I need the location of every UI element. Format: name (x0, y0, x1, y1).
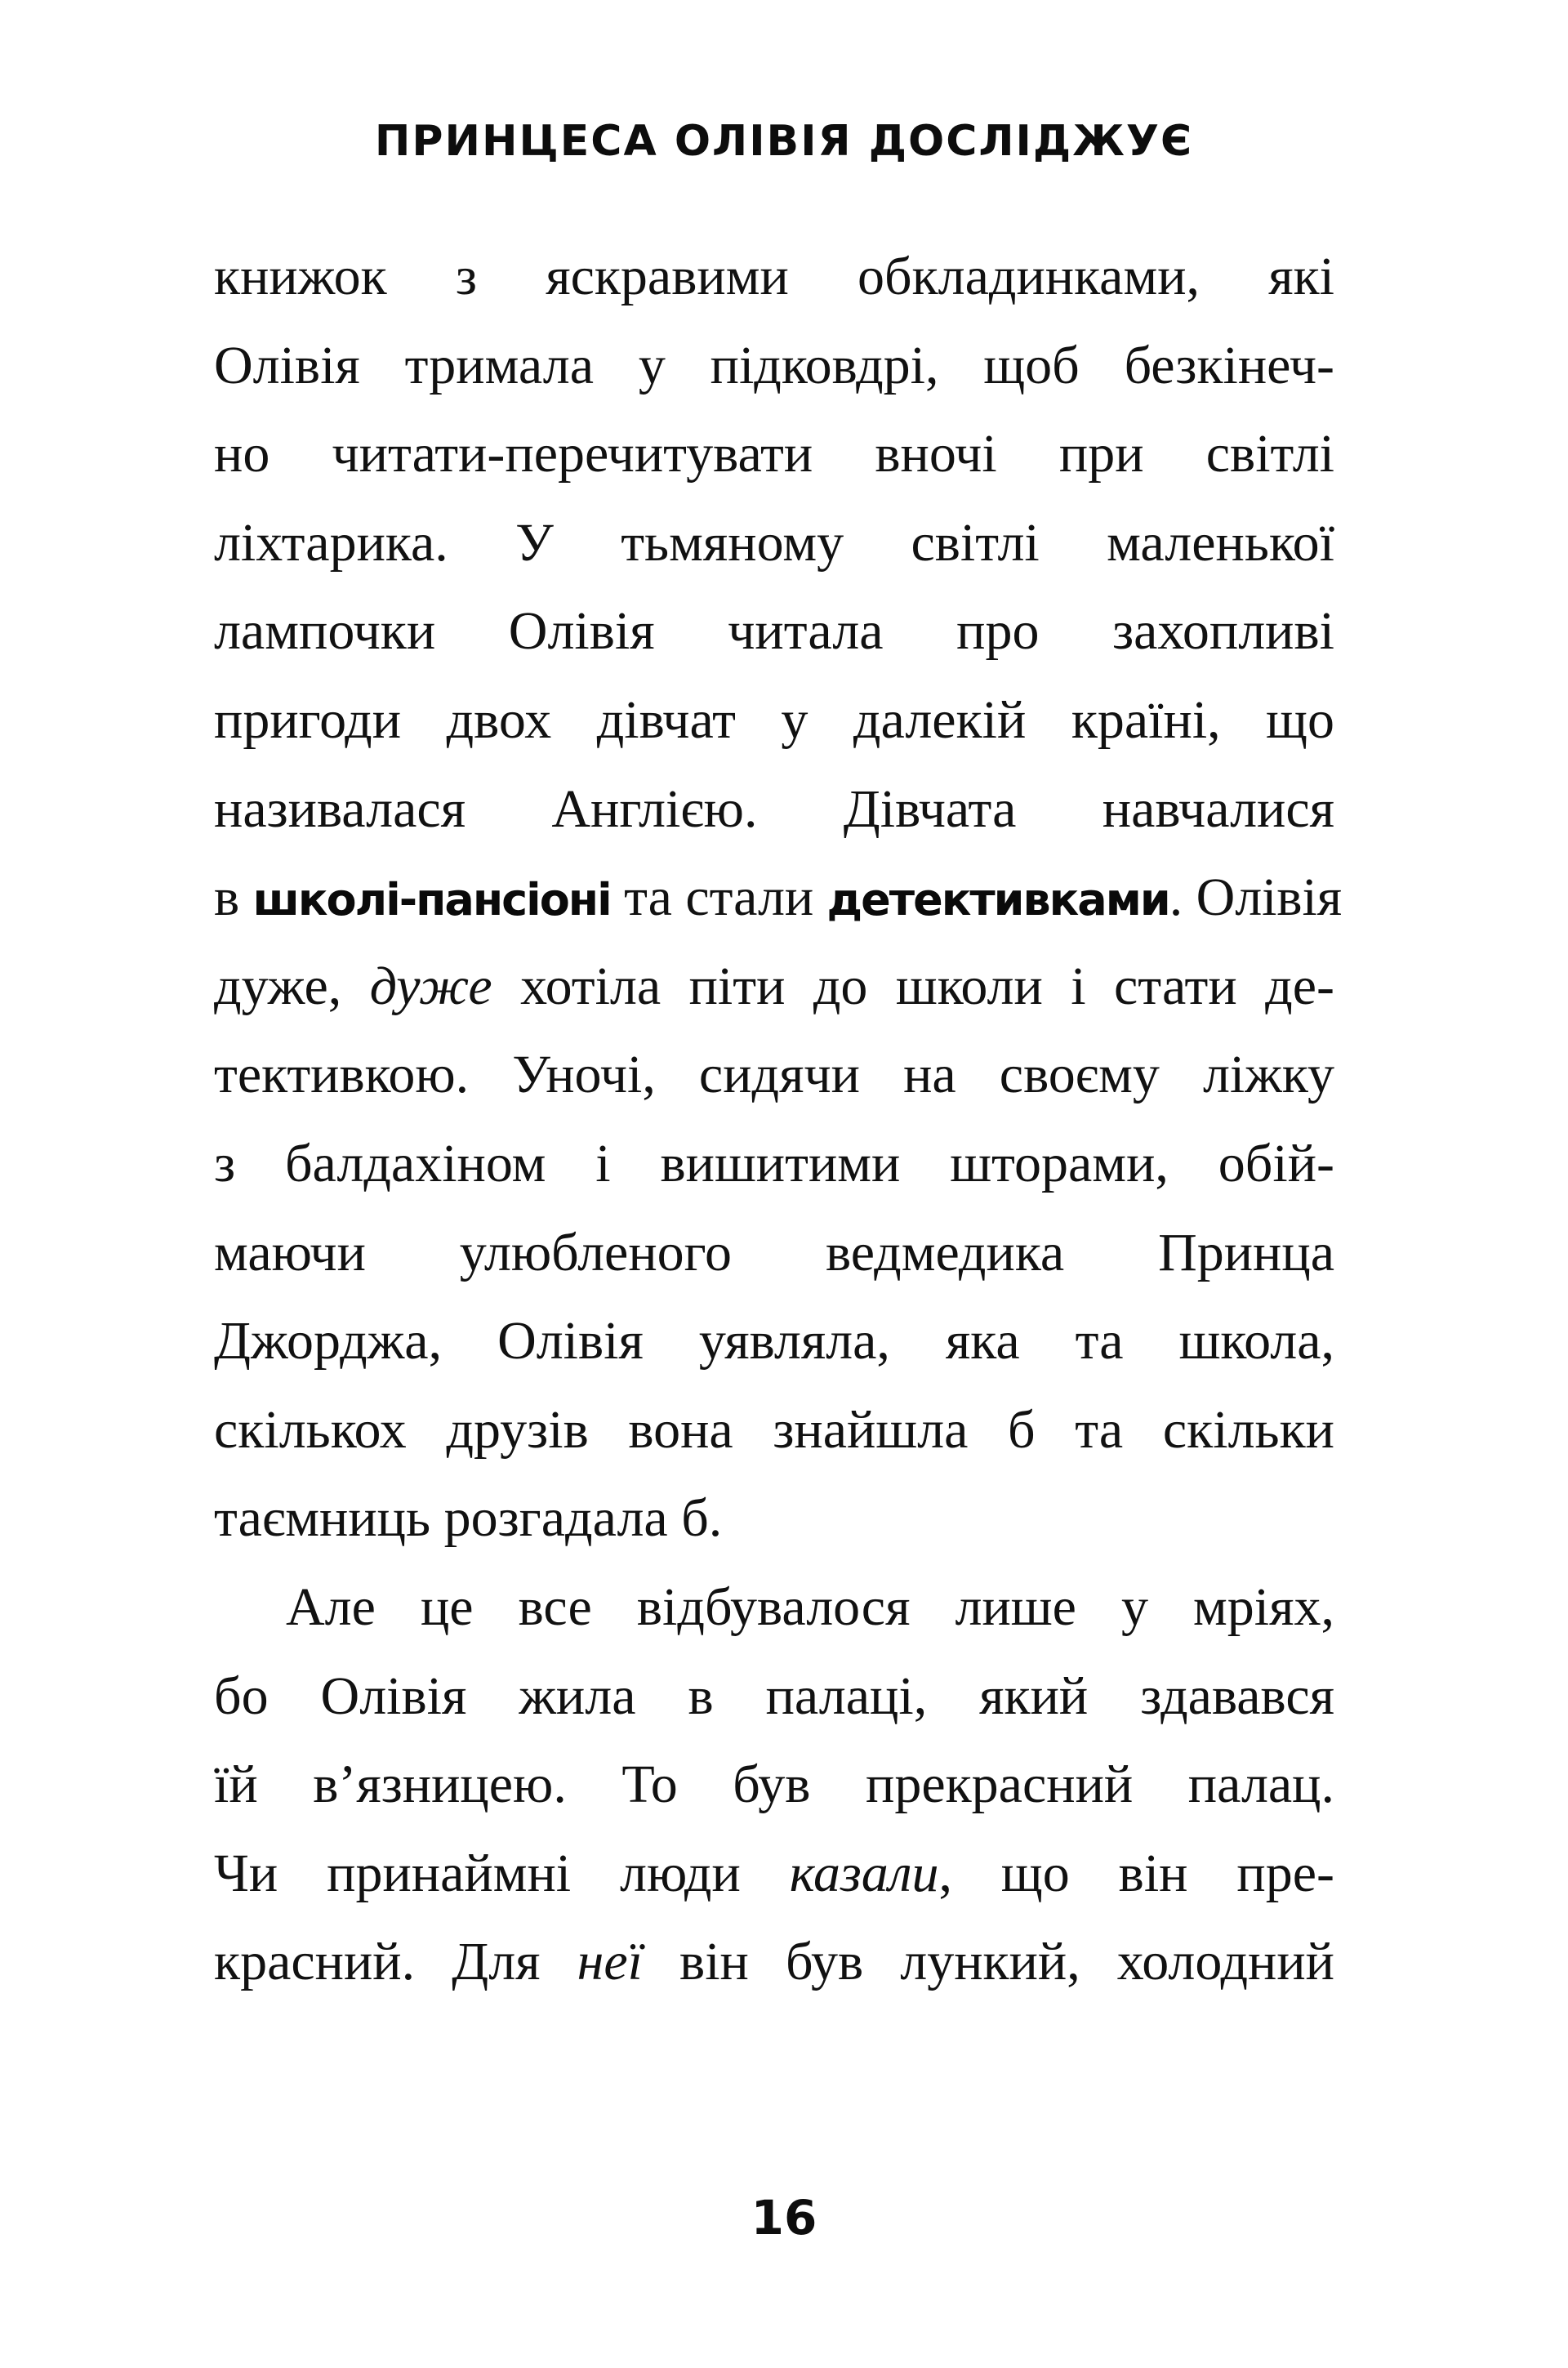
text-line: в школі-пансіоні та стали детективками. Олівія (214, 867, 1343, 928)
page-number: 16 (751, 2190, 817, 2245)
text-line: красний. Для неї він був лункий, холодний (214, 1932, 1334, 1992)
text-line: таємниць розгадала б. (214, 1488, 723, 1549)
text-line: маючи улюбленого ведмедика Принца (214, 1222, 1334, 1282)
text-line: тективкою. Уночі, сидячи на своєму ліжку (214, 1045, 1334, 1105)
display-word-boarding-school: школі-пансіоні (252, 874, 611, 926)
text-line: Олівія тримала у підковдрі, щоб безкінеч- (214, 335, 1334, 395)
text-line: книжок з яскравими обкладинками, які (214, 247, 1334, 306)
text-line: пригоди двох дівчат у далекій країні, що (214, 689, 1334, 750)
text-line: скількох друзів вона знайшла б та скільки (214, 1399, 1334, 1460)
emphasis-word: казали (789, 1843, 939, 1903)
text-line: но читати-перечитувати вночі при світлі (214, 424, 1334, 484)
emphasis-word: неї (577, 1932, 643, 1992)
text-line: Джорджа, Олівія уявляла, яка та школа, (214, 1311, 1334, 1371)
text-line-indented: Але це все відбувалося лише у мріях, (286, 1576, 1334, 1637)
running-head: ПРИНЦЕСА ОЛІВІЯ ДОСЛІДЖУЄ (374, 117, 1194, 166)
text-line: називалася Англією. Дівчата навчалися (214, 778, 1334, 839)
text-line: бо Олівія жила в палаці, який здавався (214, 1666, 1334, 1726)
text-line: їй в’язницею. То був прекрасний палац. (214, 1755, 1334, 1815)
text-line: дуже, дуже хотіла піти до школи і стати де- (214, 956, 1335, 1016)
text-line: з балдахіном і вишитими шторами, обій- (214, 1133, 1334, 1193)
display-word-detectives: детективками (826, 874, 1169, 926)
text-line: лампочки Олівія читала про захопливі (214, 601, 1334, 662)
emphasis-word: дуже (369, 956, 492, 1016)
body-text (214, 233, 1343, 2007)
text-line: Чи принаймні люди казали, що він пре- (214, 1843, 1334, 1903)
text-line: ліхтарика. У тьмяному світлі маленької (214, 512, 1334, 573)
